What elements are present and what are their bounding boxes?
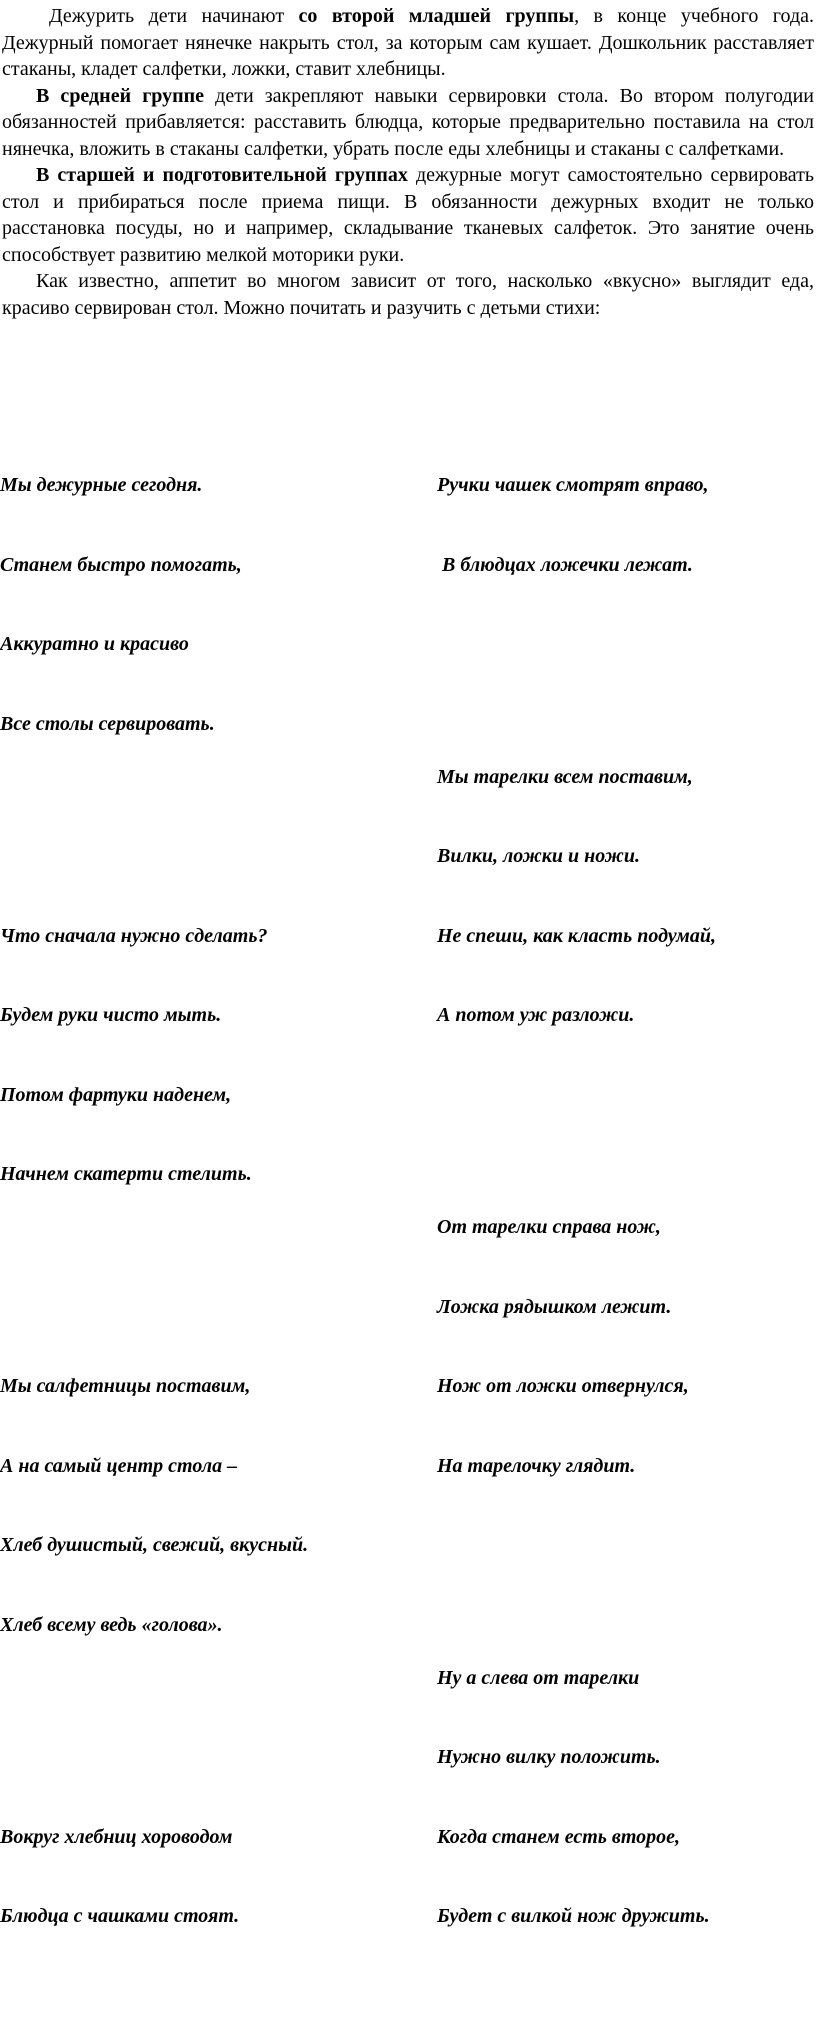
poem-line: Хлеб всему ведь «голова». — [0, 1613, 223, 1636]
poem-line: А на самый центр стола – — [0, 1454, 238, 1477]
intro-text — [2, 3, 814, 321]
poem-line: Все столы сервировать. — [0, 712, 215, 735]
stanza — [437, 1612, 813, 1983]
poem-line: Вилки, ложки и ножи. — [437, 845, 640, 867]
stanza — [437, 1161, 813, 1532]
poem-line: Ручки чашек смотрят вправо, — [437, 474, 709, 496]
stanza — [0, 870, 430, 1241]
poem-line: Начнем скатерти стелить. — [0, 1163, 252, 1185]
poem-line: Нужно вилку положить. — [437, 1746, 661, 1768]
stanza — [437, 419, 813, 631]
poem-line: Будет с вилкой нож дружить. — [437, 1905, 710, 1927]
poem-line: В блюдцах ложечки лежат. — [437, 553, 693, 576]
text-run: Дежурить дети начинают — [49, 5, 299, 27]
poem-line: От тарелки справа нож, — [437, 1216, 661, 1238]
poem-line: На тарелочку глядит. — [437, 1454, 636, 1477]
poem-line: Мы дежурные сегодня. — [0, 474, 203, 496]
text-run: Как известно, аппетит во многом зависит от того, насколько «вкусно» выглядит еда, красиво сервирован стол. Можно почитать и разучить с детьми стихи: — [2, 270, 814, 319]
paragraph-junior-group — [2, 3, 814, 83]
text-run: дети закрепляют навыки сервировки стола. Во втором полугодии обязанностей прибавляется: расставить блюдца, которые предварительно поставила на стол нянечка, вложить в стаканы салфетки, убрать после еды хлебницы и стаканы с салфетками. — [2, 84, 815, 160]
poem-line: Будем руки чисто мыть. — [0, 1004, 222, 1026]
text-run: дежурные могут самостоятельно сервировать стол и прибираться после приема пищи. В обязанности дежурных входит не только расстановка посуды, но и например, складывание тканевых салфеток. Это занятие очень способствует развитию мелкой моторики руки. — [2, 164, 814, 266]
poem-line: Потом фартуки наденем, — [0, 1083, 232, 1106]
poem-line: Нож от ложки отвернулся, — [437, 1375, 689, 1397]
paragraph-middle-group — [2, 83, 814, 163]
poem-line: А потом уж разложи. — [437, 1004, 635, 1026]
poem-line: Мы салфетницы поставим, — [0, 1375, 251, 1397]
stanza — [0, 419, 430, 790]
poem-line: Не спеши, как класть подумай, — [437, 924, 716, 947]
bold-run: В средней группе — [36, 84, 205, 107]
poem-line: Что сначала нужно сделать? — [0, 924, 268, 947]
text-run: , в конце учебного года. Дежурный помогает нянечке накрыть стол, за которым сам кушает. Дошкольник расставляет стаканы, кладет салфетки, ложки, ставит хлебницы. — [2, 5, 814, 80]
poem-line: Станем быстро помогать, — [0, 553, 242, 576]
paragraph-poems-intro — [2, 268, 814, 321]
poem-line: Блюдца с чашками стоят. — [0, 1905, 240, 1927]
poem-line: Мы тарелки всем поставим, — [437, 765, 693, 788]
poem-line: Вокруг хлебниц хороводом — [0, 1825, 233, 1848]
poem-line: Ну а слева от тарелки — [437, 1666, 640, 1689]
poem-line: Ложка рядышком лежит. — [437, 1295, 672, 1318]
stanza — [0, 1320, 430, 1691]
bold-run: В старшей и подготовительной группах — [36, 164, 408, 186]
stanza — [0, 1771, 430, 1983]
poem-left-column — [0, 366, 430, 2036]
stanza — [437, 711, 813, 1082]
paragraph-senior-group — [2, 162, 814, 268]
poem-line: Хлеб душистый, свежий, вкусный. — [0, 1534, 309, 1556]
bold-run: со второй младшей группы — [298, 5, 575, 27]
poem-line: Когда станем есть второе, — [437, 1825, 681, 1848]
poem-line: Аккуратно и красиво — [0, 633, 189, 655]
poem-right-column — [437, 366, 813, 2036]
